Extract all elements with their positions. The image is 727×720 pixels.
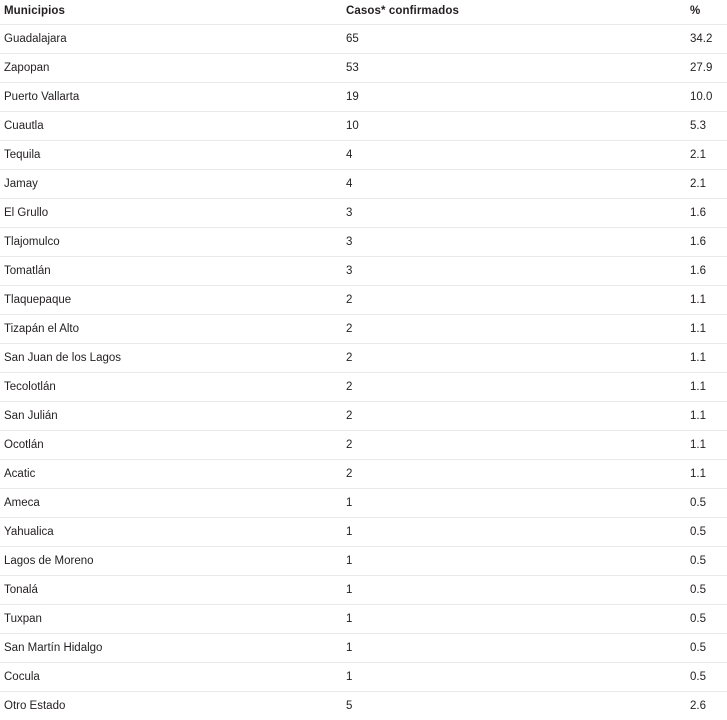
table-row <box>0 54 727 83</box>
table-row <box>0 25 727 54</box>
table-row <box>0 431 727 460</box>
cell-casos: 2 <box>345 431 690 460</box>
cell-municipio: Tlajomulco <box>0 228 345 257</box>
cell-municipio: San Juan de los Lagos <box>0 344 345 373</box>
cell-casos: 1 <box>345 605 690 634</box>
cell-casos: 19 <box>345 83 690 112</box>
cell-percent: 0.5 <box>690 547 727 576</box>
cell-casos: 2 <box>345 402 690 431</box>
cell-percent: 27.9 <box>690 54 727 83</box>
table-row <box>0 460 727 489</box>
table-row <box>0 692 727 720</box>
table-header-row <box>0 0 727 25</box>
cell-casos: 2 <box>345 344 690 373</box>
column-header-casos-confirmados: Casos* confirmados <box>345 0 690 25</box>
cell-casos: 4 <box>345 170 690 199</box>
cell-percent: 1.1 <box>690 286 727 315</box>
cell-municipio: Guadalajara <box>0 25 345 54</box>
table-row <box>0 141 727 170</box>
cell-percent: 0.5 <box>690 518 727 547</box>
cell-casos: 65 <box>345 25 690 54</box>
cell-percent: 1.6 <box>690 199 727 228</box>
table-row <box>0 489 727 518</box>
cell-percent: 1.1 <box>690 402 727 431</box>
cell-municipio: Tomatlán <box>0 257 345 286</box>
table-row <box>0 228 727 257</box>
cell-casos: 2 <box>345 373 690 402</box>
cell-municipio: Yahualica <box>0 518 345 547</box>
cell-percent: 0.5 <box>690 634 727 663</box>
cell-municipio: Cuautla <box>0 112 345 141</box>
cell-percent: 34.2 <box>690 25 727 54</box>
cell-casos: 53 <box>345 54 690 83</box>
cell-municipio: Otro Estado <box>0 692 345 720</box>
cell-casos: 1 <box>345 663 690 692</box>
cell-municipio: Acatic <box>0 460 345 489</box>
table-row <box>0 257 727 286</box>
cell-percent: 0.5 <box>690 576 727 605</box>
table-row <box>0 547 727 576</box>
cell-casos: 3 <box>345 257 690 286</box>
table-row <box>0 286 727 315</box>
cell-casos: 1 <box>345 489 690 518</box>
cell-municipio: El Grullo <box>0 199 345 228</box>
table-row <box>0 112 727 141</box>
table-header <box>0 0 727 25</box>
table-row <box>0 315 727 344</box>
cell-municipio: San Julián <box>0 402 345 431</box>
table-row <box>0 634 727 663</box>
cell-municipio: Ocotlán <box>0 431 345 460</box>
table-row <box>0 605 727 634</box>
cell-municipio: Tecolotlán <box>0 373 345 402</box>
cell-percent: 2.6 <box>690 692 727 720</box>
cell-percent: 1.6 <box>690 257 727 286</box>
cell-municipio: Lagos de Moreno <box>0 547 345 576</box>
table-body <box>0 25 727 720</box>
cell-casos: 1 <box>345 518 690 547</box>
cell-municipio: Zapopan <box>0 54 345 83</box>
cell-casos: 3 <box>345 228 690 257</box>
cell-casos: 2 <box>345 286 690 315</box>
column-header-percent: % <box>690 0 727 25</box>
cell-casos: 3 <box>345 199 690 228</box>
table-row <box>0 373 727 402</box>
table-row <box>0 402 727 431</box>
table-row <box>0 83 727 112</box>
table-row <box>0 576 727 605</box>
cell-percent: 0.5 <box>690 605 727 634</box>
table-row <box>0 170 727 199</box>
cell-municipio: Puerto Vallarta <box>0 83 345 112</box>
cell-casos: 2 <box>345 315 690 344</box>
cell-casos: 5 <box>345 692 690 720</box>
cell-percent: 0.5 <box>690 663 727 692</box>
cell-municipio: Tizapán el Alto <box>0 315 345 344</box>
cell-percent: 1.1 <box>690 315 727 344</box>
cell-casos: 2 <box>345 460 690 489</box>
table-row <box>0 344 727 373</box>
table-row <box>0 199 727 228</box>
cell-municipio: Tequila <box>0 141 345 170</box>
table-row <box>0 663 727 692</box>
table-row <box>0 518 727 547</box>
cell-percent: 10.0 <box>690 83 727 112</box>
cell-municipio: Tlaquepaque <box>0 286 345 315</box>
cell-percent: 2.1 <box>690 170 727 199</box>
cell-municipio: Ameca <box>0 489 345 518</box>
cell-percent: 1.6 <box>690 228 727 257</box>
cell-municipio: Tuxpan <box>0 605 345 634</box>
cell-percent: 5.3 <box>690 112 727 141</box>
column-header-municipios: Municipios <box>0 0 345 25</box>
cell-percent: 1.1 <box>690 344 727 373</box>
cell-municipio: San Martín Hidalgo <box>0 634 345 663</box>
cell-casos: 1 <box>345 576 690 605</box>
cell-municipio: Tonalá <box>0 576 345 605</box>
cell-municipio: Cocula <box>0 663 345 692</box>
cell-percent: 1.1 <box>690 460 727 489</box>
cell-percent: 2.1 <box>690 141 727 170</box>
cell-casos: 4 <box>345 141 690 170</box>
cell-casos: 1 <box>345 547 690 576</box>
cell-percent: 0.5 <box>690 489 727 518</box>
cell-percent: 1.1 <box>690 431 727 460</box>
cell-casos: 1 <box>345 634 690 663</box>
cell-percent: 1.1 <box>690 373 727 402</box>
cell-municipio: Jamay <box>0 170 345 199</box>
cell-casos: 10 <box>345 112 690 141</box>
